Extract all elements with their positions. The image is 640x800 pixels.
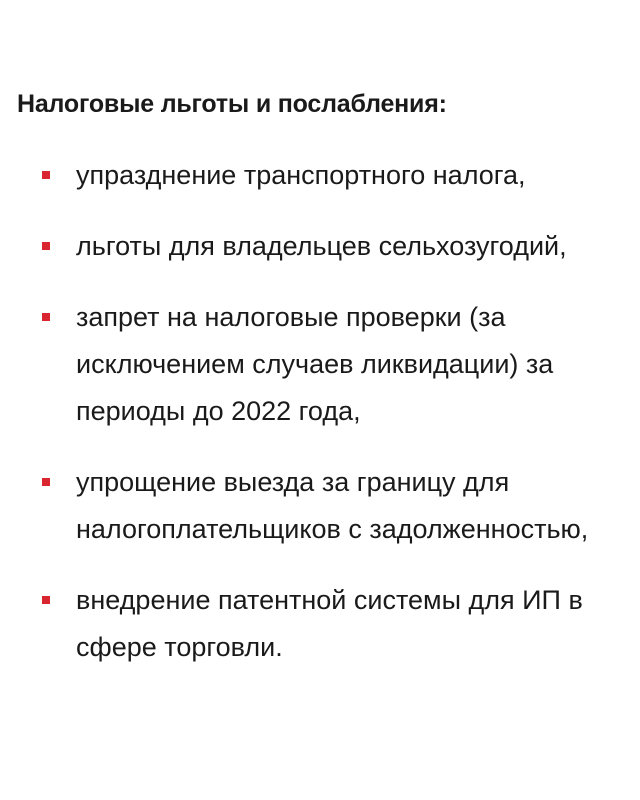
square-bullet-icon [42,171,50,179]
list-item-text: упрощение выезда за границу для налогоплательщиков с задолженностью, [76,467,589,544]
list-item [17,152,617,199]
list-item [17,577,617,671]
square-bullet-icon [42,242,50,250]
list-item-text: внедрение патентной системы для ИП в сфере торговли. [76,585,583,662]
square-bullet-icon [42,313,50,321]
list-item [17,294,617,435]
list-item [17,459,617,553]
article-content [17,84,617,671]
list-item-text: запрет на налоговые проверки (за исключением случаев ликвидации) за периоды до 2022 года, [76,302,554,426]
list-item-text: упразднение транспортного налога, [76,160,526,190]
square-bullet-icon [42,478,50,486]
list-item [17,223,617,270]
square-bullet-icon [42,596,50,604]
section-heading: Налоговые льготы и послабления: [17,90,447,118]
benefits-list [17,152,617,671]
list-item-text: льготы для владельцев сельхозугодий, [76,231,567,261]
